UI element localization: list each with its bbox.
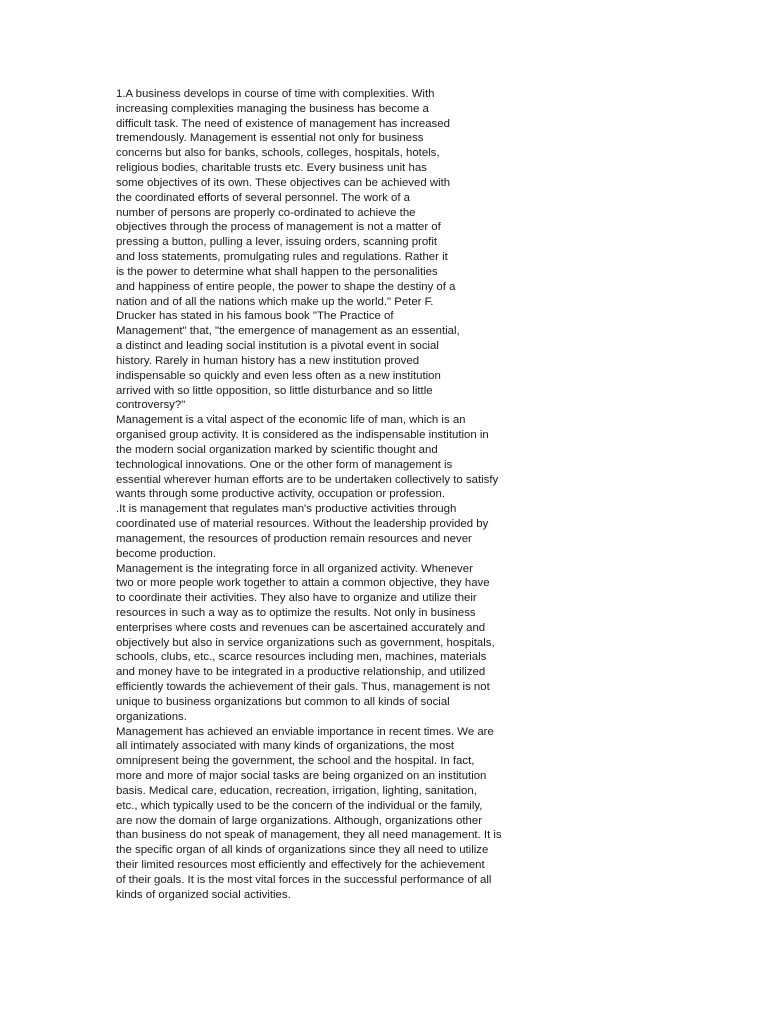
text-line: pressing a button, pulling a lever, issuing orders, scanning profit — [116, 236, 438, 249]
text-line: two or more people work together to attain a common objective, they have — [116, 577, 490, 590]
text-line: concerns but also for banks, schools, colleges, hospitals, hotels, — [116, 147, 440, 160]
text-line: objectives through the process of management is not a matter of — [116, 221, 441, 234]
text-line: .It is management that regulates man's productive activities through — [116, 503, 457, 516]
text-line: technological innovations. One or the other form of management is — [116, 458, 453, 471]
text-line: number of persons are properly co-ordinated to achieve the — [116, 206, 416, 219]
text-line: coordinated use of material resources. Without the leadership provided by — [116, 518, 489, 531]
text-line: enterprises where costs and revenues can be ascertained accurately and — [116, 621, 486, 634]
text-line: and money have to be integrated in a productive relationship, and utilized — [116, 666, 486, 679]
text-line: a distinct and leading social institution is a pivotal event in social — [116, 340, 439, 353]
text-line: controversy?" — [116, 399, 186, 412]
text-line: efficiently towards the achievement of their gals. Thus, management is not — [116, 681, 490, 694]
text-line: Drucker has stated in his famous book "The Practice of — [116, 310, 394, 323]
text-line: arrived with so little opposition, so little disturbance and so little — [116, 384, 433, 397]
text-line: objectively but also in service organizations such as government, hospitals, — [116, 636, 495, 649]
text-line: Management is the integrating force in all organized activity. Whenever — [116, 562, 473, 575]
text-line: Management" that, "the emergence of management as an essential, — [116, 325, 460, 338]
text-line: etc., which typically used to be the concern of the individual or the family, — [116, 799, 483, 812]
text-line: management, the resources of production remain resources and never — [116, 532, 472, 545]
text-line: some objectives of its own. These objectives can be achieved with — [116, 176, 451, 189]
text-line: Management has achieved an enviable importance in recent times. We are — [116, 725, 494, 738]
text-line: than business do not speak of management, they all need management. It is — [116, 829, 502, 842]
text-line: Management is a vital aspect of the economic life of man, which is an — [116, 414, 466, 427]
text-line: religious bodies, charitable trusts etc. Every business unit has — [116, 162, 427, 175]
text-line: is the power to determine what shall happen to the personalities — [116, 265, 438, 278]
text-line: more and more of major social tasks are being organized on an institution — [116, 770, 487, 783]
text-line: omnipresent being the government, the school and the hospital. In fact, — [116, 755, 475, 768]
text-line: the modern social organization marked by scientific thought and — [116, 443, 438, 456]
text-line: their limited resources most efficiently and effectively for the achievement — [116, 859, 485, 872]
text-line: of their goals. It is the most vital forces in the successful performance of all — [116, 873, 492, 886]
text-line: resources in such a way as to optimize the results. Not only in business — [116, 606, 476, 619]
text-line: to coordinate their activities. They also have to organize and utilize their — [116, 592, 477, 605]
text-line: wants through some productive activity, occupation or profession. — [116, 488, 446, 501]
text-line: nation and of all the nations which make up the world." Peter F. — [116, 295, 434, 308]
text-line: schools, clubs, etc., scarce resources including men, machines, materials — [116, 651, 487, 664]
text-line: organised group activity. It is considered as the indispensable institution in — [116, 429, 489, 442]
text-line: basis. Medical care, education, recreation, irrigation, lighting, sanitation, — [116, 784, 477, 797]
text-line: are now the domain of large organizations. Although, organizations other — [116, 814, 483, 827]
text-line: increasing complexities managing the business has become a — [116, 102, 429, 115]
text-line: unique to business organizations but common to all kinds of social — [116, 695, 450, 708]
text-line: essential wherever human efforts are to be undertaken collectively to satisfy — [116, 473, 499, 486]
text-line: indispensable so quickly and even less often as a new institution — [116, 369, 441, 382]
text-line: become production. — [116, 547, 217, 560]
text-line: the specific organ of all kinds of organizations since they all need to utilize — [116, 844, 489, 857]
text-line: kinds of organized social activities. — [116, 888, 291, 901]
text-line: all intimately associated with many kinds of organizations, the most — [116, 740, 455, 753]
text-line: the coordinated efforts of several personnel. The work of a — [116, 191, 411, 204]
text-line: 1.A business develops in course of time with complexities. With — [116, 88, 435, 100]
document-text — [116, 87, 536, 903]
text-line: and loss statements, promulgating rules and regulations. Rather it — [116, 251, 448, 264]
text-line: difficult task. The need of existence of management has increased — [116, 117, 450, 130]
text-line: and happiness of entire people, the power to shape the destiny of a — [116, 280, 456, 293]
text-line: organizations. — [116, 710, 187, 723]
text-line: history. Rarely in human history has a new institution proved — [116, 354, 420, 367]
text-line: tremendously. Management is essential not only for business — [116, 132, 424, 145]
